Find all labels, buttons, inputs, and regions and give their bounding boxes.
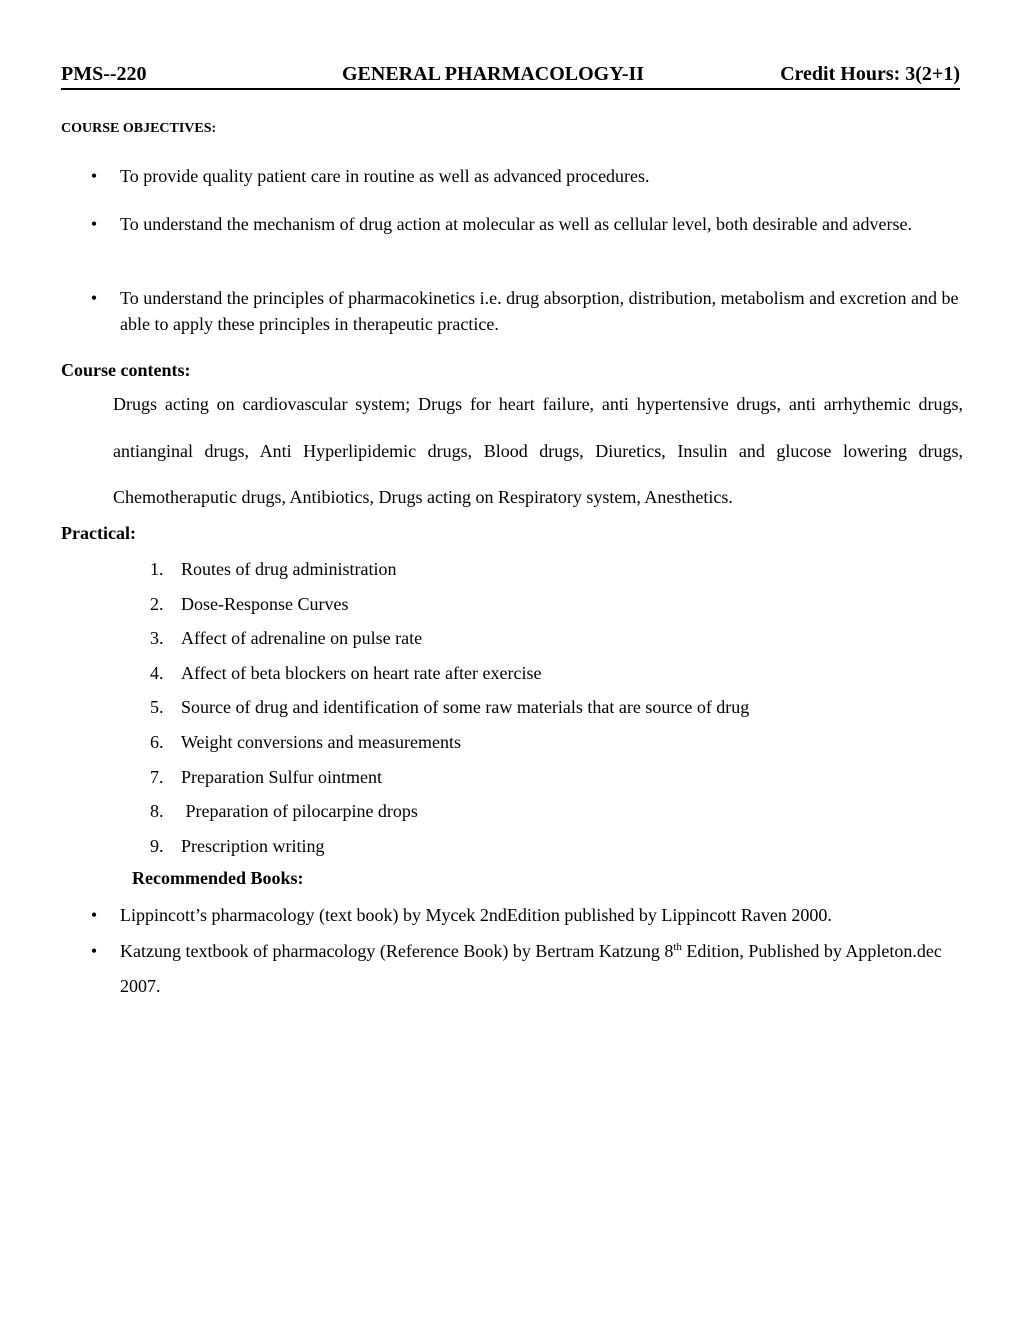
list-number: 4. [150,662,164,683]
bullet-icon: • [90,905,98,925]
bullet-icon: • [90,288,98,308]
bullet-icon: • [90,166,98,186]
list-text: Weight conversions and measurements [181,732,461,752]
practical-heading: Practical: [61,523,136,543]
objectives-heading: COURSE OBJECTIVES: [61,121,217,136]
list-text: Source of drug and identification of some raw materials that are source of drug [181,697,750,718]
book-text-tail: Edition, Published by Appleton.dec 2007. [120,941,942,996]
list-number: 7. [150,766,164,787]
list-text: Preparation of pilocarpine drops [181,801,418,822]
list-number: 3. [150,628,164,649]
course-header [61,60,960,90]
recommended-books-heading: Recommended Books: [132,868,304,888]
course-code: PMS--220 [61,63,147,85]
superscript: th [673,941,682,953]
bullet-icon: • [90,941,98,961]
list-number: 1. [150,559,164,579]
course-title: GENERAL PHARMACOLOGY-II [342,63,645,85]
list-text: Affect of adrenaline on pulse rate [181,628,423,649]
list-text: Dose-Response Curves [181,593,349,614]
book-text: Lippincott’s pharmacology (text book) by Mycek 2ndEdition published by Lippincott Raven 2000. [120,905,832,925]
list-text: Routes of drug administration [181,559,397,579]
list-number: 5. [150,697,164,718]
contents-paragraph: Drugs acting on cardiovascular system; Drugs for heart failure, anti hypertensive drugs, anti arrhythemic drugs, antianginal drugs, Anti Hyperlipidemic drugs, Blood drugs, Diuretics, Insulin and glucose lowering drugs, Chemotheraputic drugs, Antibiotics, Drugs acting on Respiratory system, Anesthetics. [113,394,963,507]
contents-heading: Course contents: [61,360,191,380]
list-text: Preparation Sulfur ointment [181,766,382,787]
list-text: Prescription writing [181,835,325,856]
objective-text: To understand the mechanism of drug action at molecular as well as cellular level, both desirable and adverse. [120,214,912,234]
list-text: Affect of beta blockers on heart rate after exercise [181,662,542,683]
list-number: 8. [150,801,164,822]
list-number: 6. [150,732,164,752]
bullet-icon: • [90,214,98,234]
objective-text: To understand the principles of pharmacokinetics i.e. drug absorption, distribution, metabolism and excretion and be able to apply these principles in therapeutic practice. [120,288,959,334]
credit-hours: Credit Hours: 3(2+1) [780,63,960,85]
list-number: 9. [150,835,164,856]
book-text-main: Katzung textbook of pharmacology (Reference Book) by Bertram Katzung 8 [120,941,674,961]
book-text [120,934,962,1004]
objective-text: To provide quality patient care in routine as well as advanced procedures. [120,166,650,186]
list-number: 2. [150,593,164,614]
